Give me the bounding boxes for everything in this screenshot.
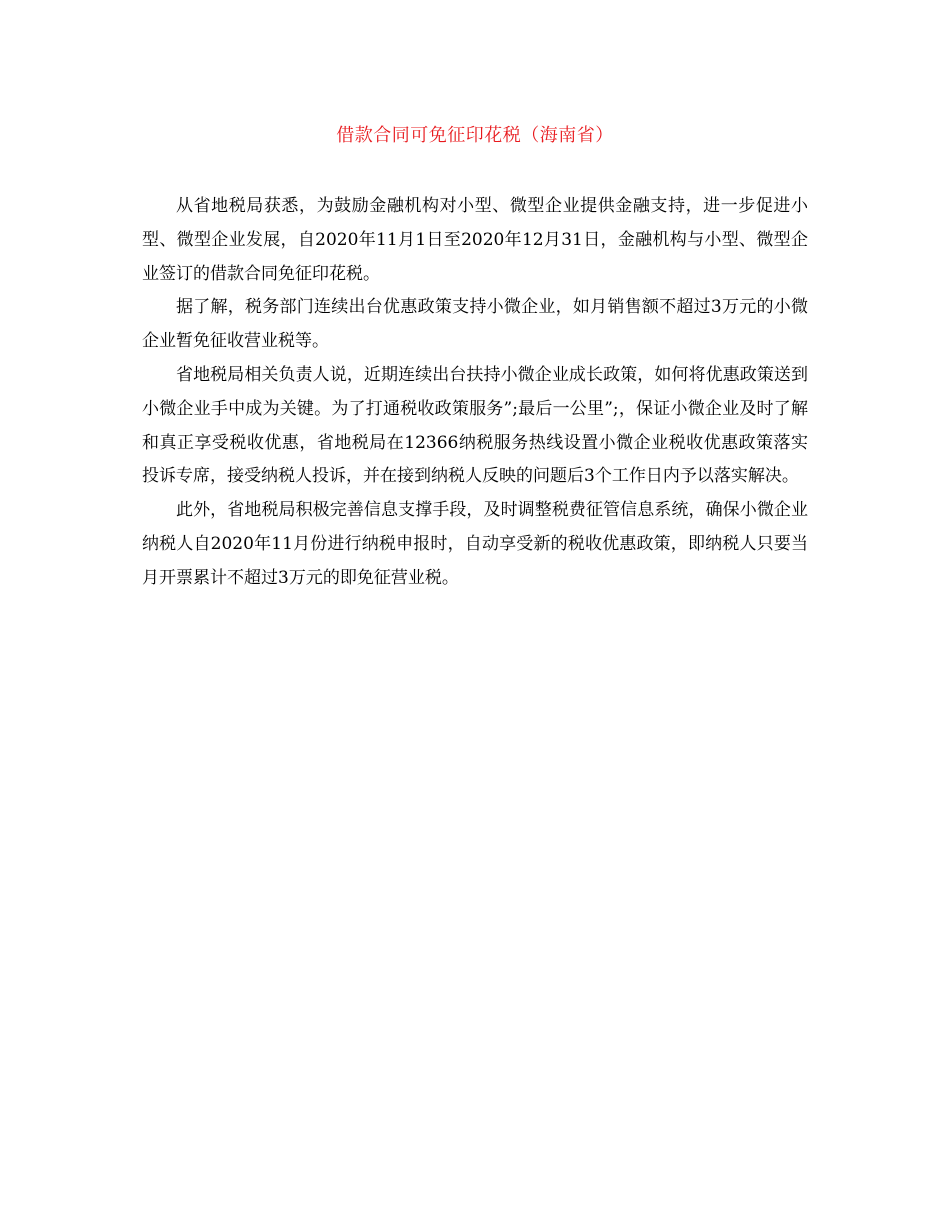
paragraph: 从省地税局获悉，为鼓励金融机构对小型、微型企业提供金融支持，进一步促进小型、微型企业发展，自2020年11月1日至2020年12月31日，金融机构与小型、微型企业签订的借款合同免征印花税。 — [142, 196, 808, 284]
paragraph: 此外，省地税局积极完善信息支撑手段，及时调整税费征管信息系统，确保小微企业纳税人自2020年11月份进行纳税申报时，自动享受新的税收优惠政策，即纳税人只要当月开票累计不超过3万元的即免征营业税。 — [142, 500, 808, 588]
paragraph: 据了解，税务部门连续出台优惠政策支持小微企业，如月销售额不超过3万元的小微企业暂免征收营业税等。 — [142, 297, 808, 352]
document-title: 借款合同可免征印花税（海南省） — [336, 125, 614, 146]
document-body — [142, 190, 808, 596]
paragraph: 省地税局相关负责人说，近期连续出台扶持小微企业成长政策，如何将优惠政策送到小微企业手中成为关键。为了打通税收政策服务”;最后一公里”;，保证小微企业及时了解和真正享受税收优惠，省地税局在12366纳税服务热线设置小微企业税收优惠政策落实投诉专席，接受纳税人投诉，并在接到纳税人反映的问题后3个工作日内予以落实解决。 — [142, 364, 808, 487]
